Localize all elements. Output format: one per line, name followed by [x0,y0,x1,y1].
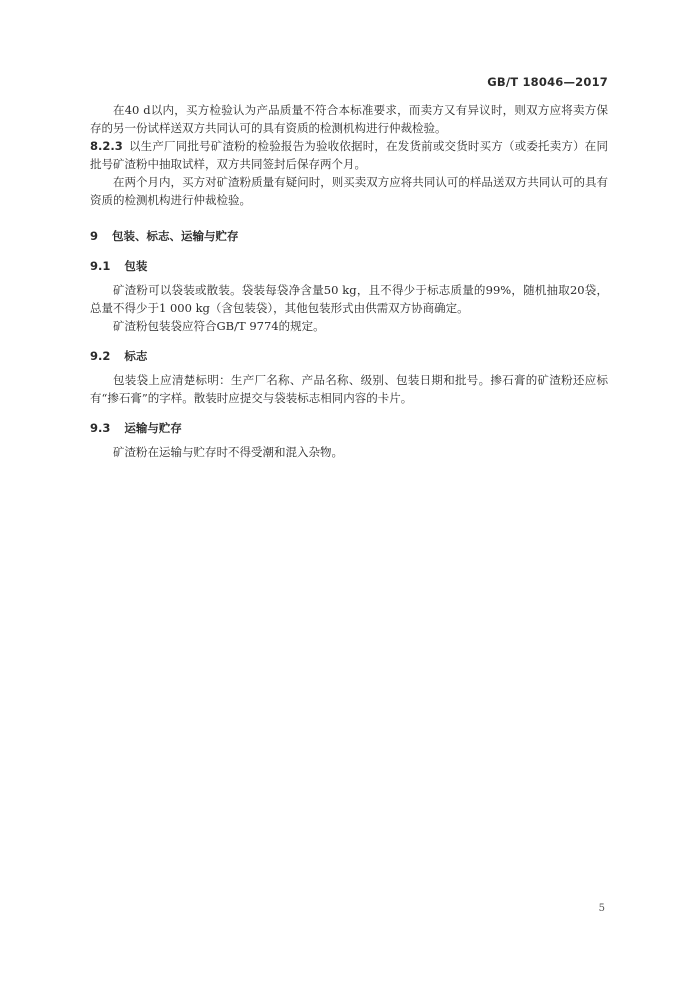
section-9-2-heading [90,347,608,365]
paragraph-arbitration-two-months: 在两个月内，买方对矿渣粉质量有疑问时，则买卖双方应将共同认可的样品送双方共同认可的具有资质的检测机构进行仲裁检验。 [90,175,608,207]
section-number: 9.2 [90,349,111,363]
paragraph-packaging: 矿渣粉可以袋装或散装。袋装每袋净含量50 kg，且不得少于标志质量的99%，随机抽取20袋，总量不得少于1 000 kg（含包装袋），其他包装形式由供需双方协商确定。 [90,283,608,315]
paragraph-transport-storage: 矿渣粉在运输与贮存时不得受潮和混入杂物。 [113,445,343,459]
paragraph-packaging-standard: 矿渣粉包装袋应符合GB/T 9774的规定。 [113,319,325,333]
section-title: 包装 [124,259,148,273]
section-9-3-heading [90,419,608,437]
section-title: 包装、标志、运输与贮存 [112,229,239,243]
standard-code-header: GB/T 18046—2017 [487,75,608,89]
clause-8-2-3 [90,137,608,173]
section-number: 9.3 [90,421,111,435]
clause-number: 8.2.3 [90,139,123,153]
section-title: 运输与贮存 [124,421,182,435]
section-9-1-heading [90,257,608,275]
paragraph-marking: 包装袋上应清楚标明：生产厂名称、产品名称、级别、包装日期和批号。掺石膏的矿渣粉还应标有“掺石膏”的字样。散装时应提交与袋装标志相同内容的卡片。 [90,373,608,405]
page-content [90,101,608,461]
section-9-heading [90,227,608,245]
paragraph-arbitration-40d: 在40 d以内，买方检验认为产品质量不符合本标准要求，而卖方又有异议时，则双方应将卖方保存的另一份试样送双方共同认可的具有资质的检测机构进行仲裁检验。 [90,103,608,135]
section-number: 9 [90,229,99,243]
page-number: 5 [598,903,605,914]
clause-text: 以生产厂同批号矿渣粉的检验报告为验收依据时，在发货前或交货时买方（或委托卖方）在同批号矿渣粉中抽取试样，双方共同签封后保存两个月。 [90,139,608,171]
section-title: 标志 [124,349,148,363]
section-number: 9.1 [90,259,111,273]
